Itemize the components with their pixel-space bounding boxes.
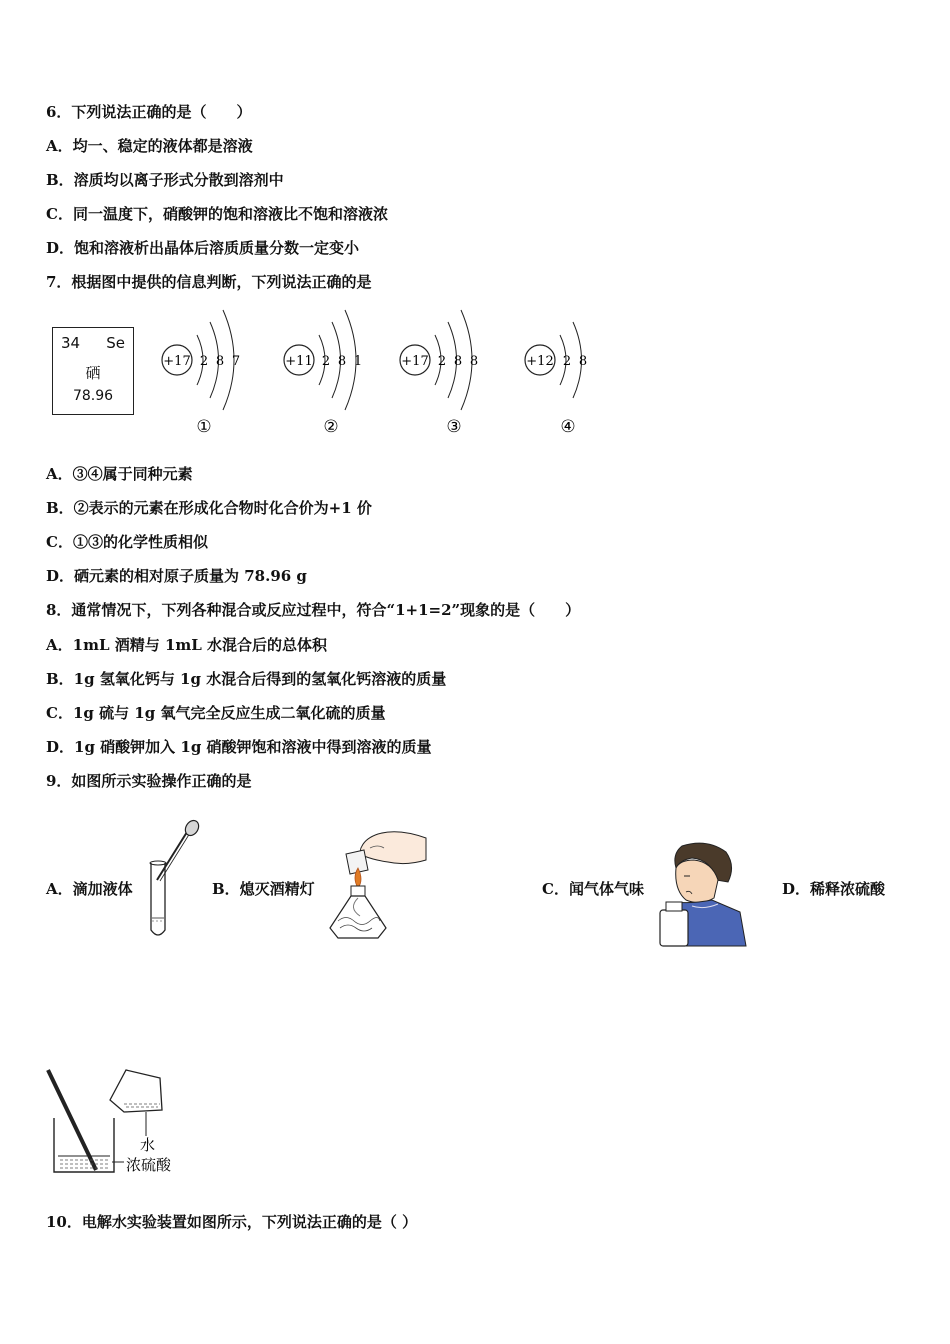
atom-3-label: ③: [446, 417, 462, 437]
atom-1-shell-1: 2: [199, 354, 209, 369]
q7-option-a: A．③④属于同种元素: [46, 465, 193, 483]
atom-2-shell-2: 8: [337, 354, 347, 369]
atom-4-shell-1: 2: [562, 354, 572, 369]
atom-diagrams: [150, 300, 610, 445]
q7-stem: 7．根据图中提供的信息判断，下列说法正确的是: [46, 273, 372, 291]
atom-2-label: ②: [323, 417, 339, 437]
q6-stem: 6．下列说法正确的是（ ）: [46, 103, 252, 121]
atom-1-label: ①: [196, 417, 212, 437]
boy-smelling-bottle-figure: [652, 840, 747, 950]
atom-3-shell-1: 2: [437, 354, 447, 369]
element-symbol: Se: [106, 334, 125, 352]
atom-1-shell-3: 7: [231, 354, 241, 369]
atom-4-nucleus: +12: [526, 354, 554, 369]
atom-3: [400, 310, 478, 410]
atom-2-shell-3: 1: [353, 354, 363, 369]
q10-stem: 10．电解水实验装置如图所示，下列说法正确的是（ ）: [46, 1213, 418, 1231]
q8-stem: 8．通常情况下，下列各种混合或反应过程中，符合“1+1=2”现象的是（ ）: [46, 601, 581, 619]
q9-option-a: A．滴加液体: [46, 880, 133, 898]
atom-1: [162, 310, 240, 410]
q6-option-c: C．同一温度下，硝酸钾的饱和溶液比不饱和溶液浓: [46, 205, 388, 223]
atom-3-shell-3: 8: [469, 354, 479, 369]
q9-stem: 9．如图所示实验操作正确的是: [46, 772, 252, 790]
q9-option-d: D．稀释浓硫酸: [782, 880, 886, 898]
q9-option-c: C．闻气体气味: [542, 880, 644, 898]
element-mass: 78.96: [72, 388, 114, 404]
atom-1-shell-2: 8: [215, 354, 225, 369]
q6-option-b: B．溶质均以离子形式分散到溶剂中: [46, 171, 284, 189]
q8-option-d: D．1g 硝酸钾加入 1g 硝酸钾饱和溶液中得到溶液的质量: [46, 738, 432, 756]
acid-label: 浓硫酸: [126, 1156, 172, 1174]
alcohol-lamp-figure: [318, 826, 428, 951]
q8-option-c: C．1g 硫与 1g 氧气完全反应生成二氧化硫的质量: [46, 704, 386, 722]
element-number: 34: [61, 334, 81, 352]
atom-4-shell-2: 8: [578, 354, 588, 369]
dropper-test-tube-figure: [140, 818, 210, 943]
q7-option-d: D．硒元素的相对原子质量为 78.96 g: [46, 567, 307, 585]
q8-option-a: A．1mL 酒精与 1mL 水混合后的总体积: [46, 636, 328, 654]
q6-option-d: D．饱和溶液析出晶体后溶质质量分数一定变小: [46, 239, 360, 257]
q8-option-b: B．1g 氢氧化钙与 1g 水混合后得到的氢氧化钙溶液的质量: [46, 670, 447, 688]
atom-1-nucleus: +17: [163, 354, 191, 369]
element-name: 硒: [85, 364, 101, 382]
atom-3-nucleus: +17: [401, 354, 429, 369]
atom-3-shell-2: 8: [453, 354, 463, 369]
atom-2-shell-1: 2: [321, 354, 331, 369]
q7-option-b: B．②表示的元素在形成化合物时化合价为+1 价: [46, 499, 372, 517]
q7-option-c: C．①③的化学性质相似: [46, 533, 208, 551]
element-card: [52, 327, 134, 415]
q6-option-a: A．均一、稳定的液体都是溶液: [46, 137, 253, 155]
dilution-figure: [40, 1062, 190, 1180]
water-label: 水: [140, 1136, 156, 1154]
atom-4: [525, 322, 587, 398]
q9-option-b: B．熄灭酒精灯: [212, 880, 315, 898]
atom-2: [284, 310, 362, 410]
atom-2-nucleus: +11: [285, 354, 313, 369]
atom-4-label: ④: [560, 417, 576, 437]
